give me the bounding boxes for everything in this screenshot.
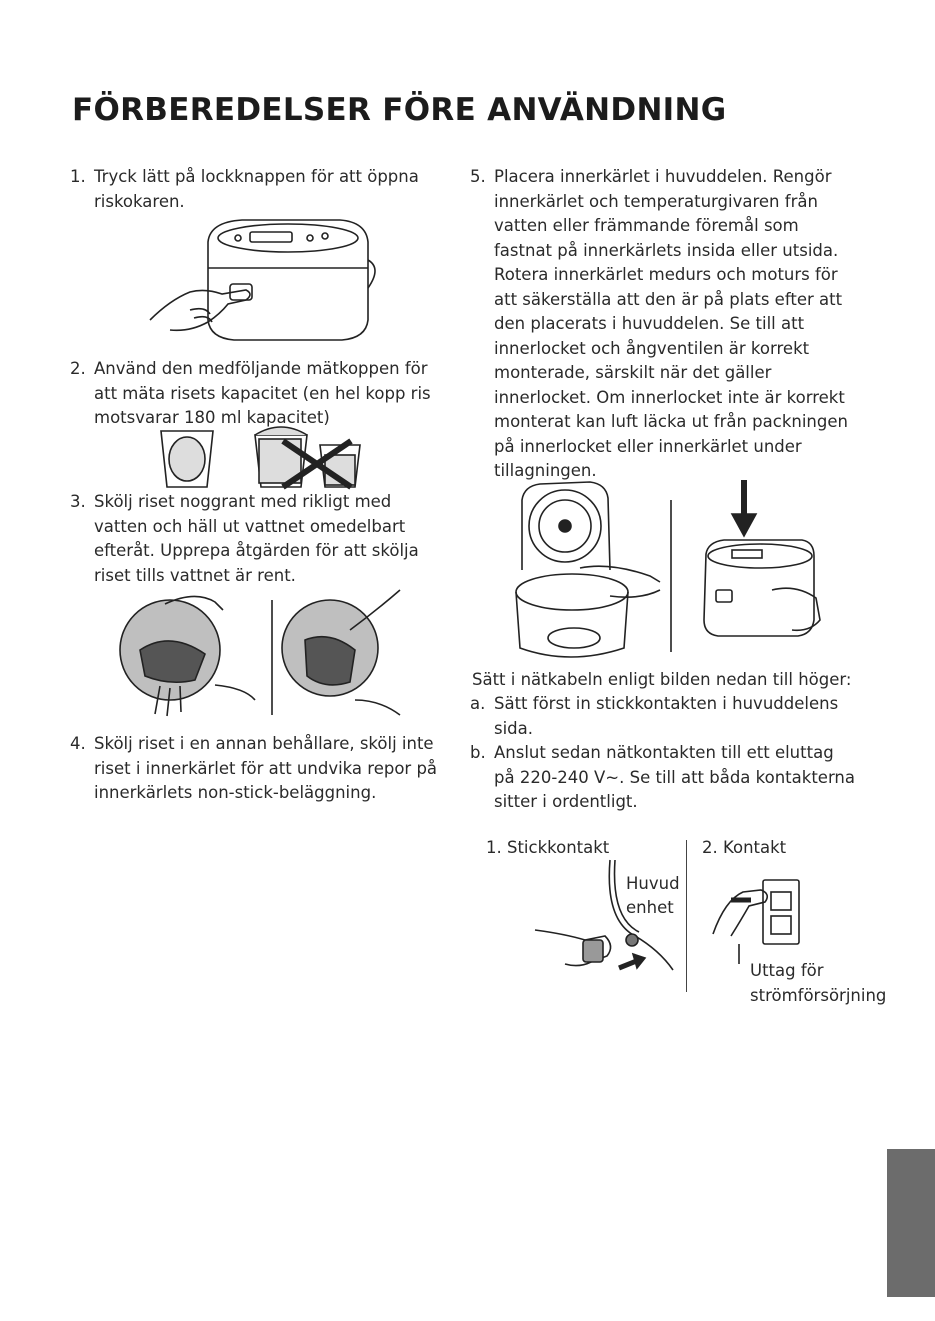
step-2 [70, 357, 440, 431]
step-text: Skölj riset noggrant med rikligt med vatten och häll ut vattnet omedelbart efteråt. Upprepa åtgärden för att skölja riset tills vattnet är rent. [94, 492, 419, 585]
outlet-label-line1: Uttag för [750, 961, 824, 980]
step-text: Använd den medföljande mätkoppen för att mäta risets kapacitet (en hel kopp ris motsvarar 180 ml kapacitet) [94, 359, 431, 427]
main-unit-label-line2: enhet [626, 898, 674, 917]
step-1 [70, 165, 440, 214]
cable-step-a [470, 692, 855, 741]
step-5 [470, 165, 855, 484]
plug-label: 1. Stickkontakt [486, 838, 610, 857]
power-cable-illustration [535, 860, 825, 980]
cable-instructions-intro: Sätt i nätkabeln enligt bilden nedan till höger: [472, 670, 852, 689]
rinsing-rice-illustration [115, 590, 410, 720]
outlet-label-line2: strömförsörjning [750, 986, 887, 1005]
step-number: 5. [470, 167, 486, 186]
step-number: 4. [70, 734, 86, 753]
step-text: Tryck lätt på lockknappen för att öppna riskokaren. [94, 167, 419, 211]
section-tab [887, 1149, 935, 1297]
step-number: 2. [70, 359, 86, 378]
step-letter: b. [470, 743, 486, 762]
step-4 [70, 732, 445, 806]
step-number: 1. [70, 167, 86, 186]
socket-label: 2. Kontakt [702, 838, 787, 857]
main-unit-label-line1: Huvud [626, 874, 680, 893]
step-letter: a. [470, 694, 486, 713]
measuring-cup-illustration [155, 425, 370, 493]
cable-step-b [470, 741, 860, 815]
step-text: Anslut sedan nätkontakten till ett eluttag på 220-240 V~. Se till att båda kontakterna sitter i ordentligt. [494, 743, 856, 811]
rice-cooker-open-button-illustration [150, 210, 375, 350]
inner-pot-placement-illustration [510, 480, 820, 670]
step-text: Sätt först in stickkontakten i huvuddelens sida. [494, 694, 839, 738]
page-title: FÖRBEREDELSER FÖRE ANVÄNDNING [72, 92, 727, 128]
step-number: 3. [70, 492, 86, 511]
step-3 [70, 490, 440, 588]
step-text: Placera innerkärlet i huvuddelen. Rengör innerkärlet och temperaturgivaren från vatten eller främmande föremål som fastnat på innerkärlets insida eller utsida. Rotera innerkärlet medurs och moturs för att säkerställa att den är på plats efter att den placerats i huvuddelen. Se till att innerlocket och ångventilen är korrekt monterade, särskilt när det gäller innerlocket. Om innerlocket inte är korrekt monterat kan luft läcka ut från packningen på innerlocket eller innerkärlet under tillagningen. [494, 167, 848, 480]
step-text: Skölj riset i en annan behållare, skölj inte riset i innerkärlet för att undvika repor på innerkärlets non-stick-beläggning. [94, 734, 438, 802]
